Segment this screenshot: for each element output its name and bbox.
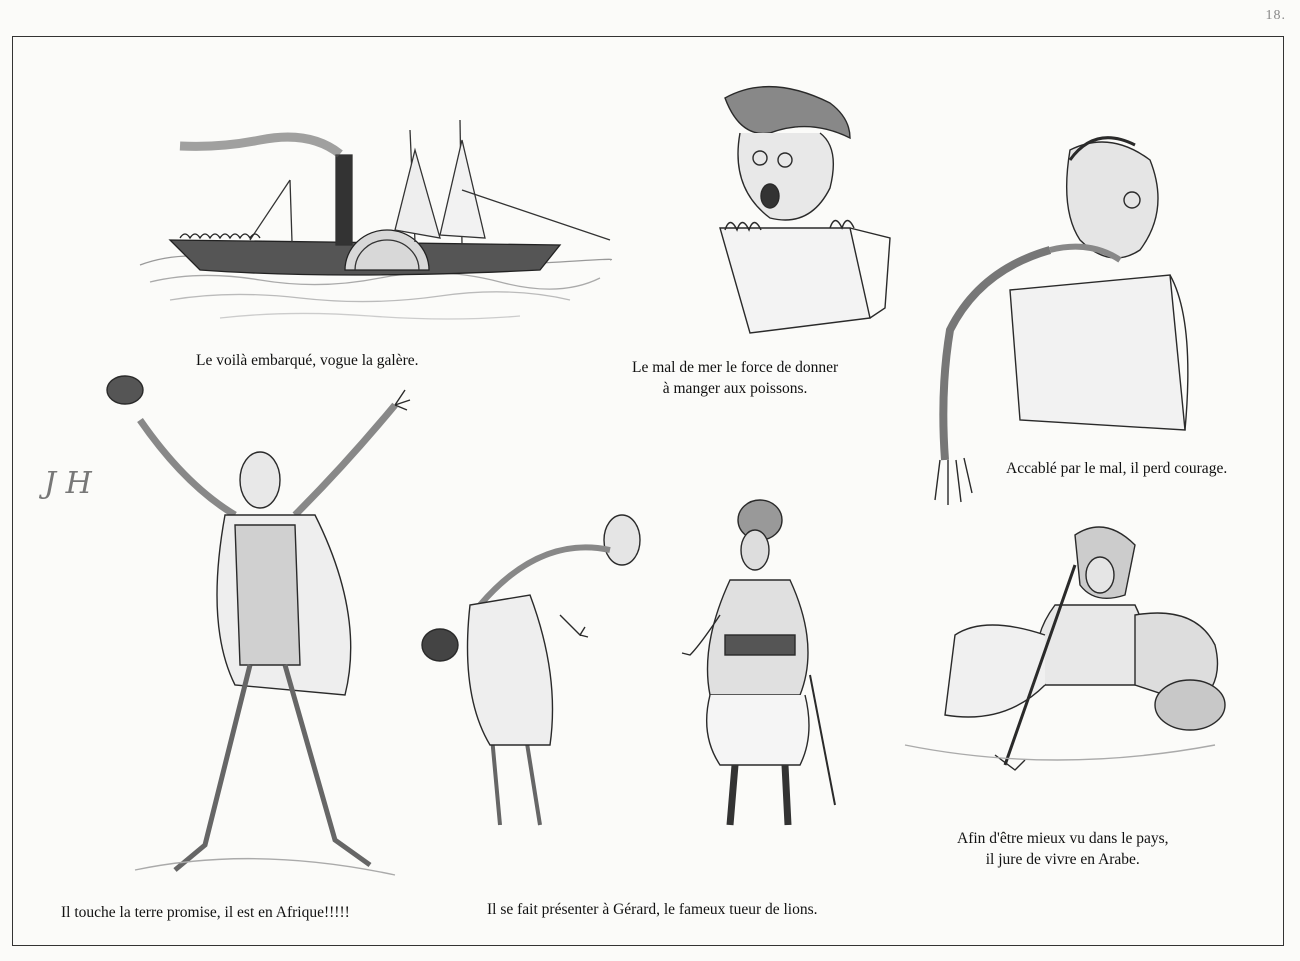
caption-arab-line1: Afin d'être mieux vu dans le pays, <box>957 830 1169 847</box>
seasick-man-illustration <box>700 78 900 338</box>
steamship-illustration <box>140 110 610 340</box>
caption-courage <box>1006 458 1227 479</box>
caption-seasick-line2: à manger aux poissons. <box>662 380 808 397</box>
caption-arab <box>957 828 1169 870</box>
arms-raised-man-illustration <box>95 365 415 885</box>
caption-seasick <box>632 357 838 399</box>
caption-embark-text: Le voilà embarqué, vogue la galère. <box>196 352 419 369</box>
caption-gerard <box>487 899 818 920</box>
caption-gerard-text: Il se fait présenter à Gérard, le fameux tueur de lions. <box>487 901 818 918</box>
artist-monogram: J H <box>44 466 92 501</box>
dejected-man-illustration <box>920 130 1240 560</box>
caption-seasick-line1: Le mal de mer le force de donner <box>632 359 839 376</box>
caption-africa-text: Il touche la terre promise, il est en Afrique!!!!! <box>61 904 350 921</box>
page-number: 18. <box>1265 8 1286 23</box>
reclining-arab-illustration <box>905 515 1235 775</box>
meeting-gerard-illustration <box>410 495 850 855</box>
caption-africa <box>61 902 350 923</box>
caption-courage-text: Accablé par le mal, il perd courage. <box>1006 460 1228 477</box>
caption-arab-line2: il jure de vivre en Arabe. <box>985 851 1140 868</box>
